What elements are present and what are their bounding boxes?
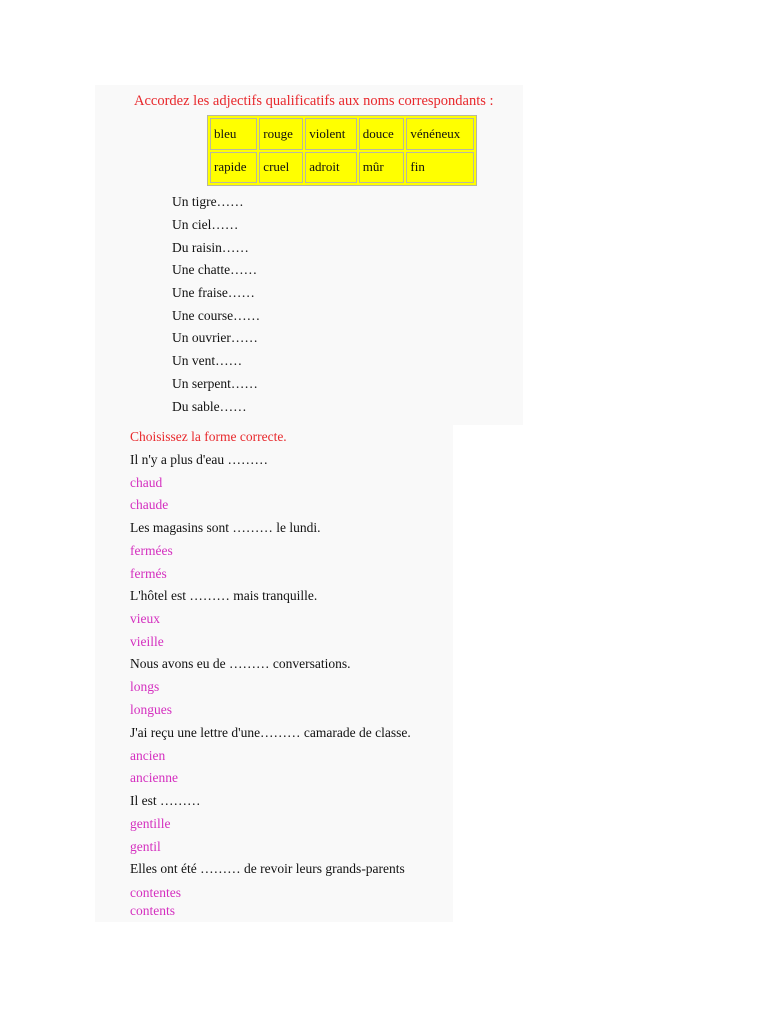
- noun-item: Du raisin……: [172, 240, 249, 255]
- adjective-row: [210, 152, 474, 184]
- answer-option: fermés: [130, 566, 167, 581]
- noun-item: Une fraise……: [172, 285, 255, 300]
- adjective-table: [207, 115, 477, 186]
- exercise2-title: Choisissez la forme correcte.: [130, 429, 287, 444]
- question-sentence: Il est ………: [130, 793, 201, 808]
- answer-option: longs: [130, 679, 160, 694]
- question-sentence: L'hôtel est ……… mais tranquille.: [130, 588, 318, 603]
- adjective-cell: adroit: [305, 152, 357, 184]
- answer-option: fermées: [130, 543, 173, 558]
- question-sentence: Elles ont été ……… de revoir leurs grands-parents: [130, 861, 405, 876]
- answer-option: chaude: [130, 497, 169, 512]
- noun-item: Un tigre……: [172, 194, 244, 209]
- adjective-cell: vénéneux: [406, 118, 474, 150]
- answer-option: vieux: [130, 611, 160, 626]
- answer-option: ancienne: [130, 770, 178, 785]
- noun-item: Une chatte……: [172, 262, 258, 277]
- noun-item: Une course……: [172, 308, 261, 323]
- adjective-cell: rapide: [210, 152, 257, 184]
- noun-item: Du sable……: [172, 399, 247, 414]
- answer-option: ancien: [130, 748, 166, 763]
- answer-option: longues: [130, 702, 172, 717]
- answer-option: contentes: [130, 885, 181, 900]
- answer-option: chaud: [130, 475, 163, 490]
- answer-option: vieille: [130, 634, 164, 649]
- adjective-cell: douce: [359, 118, 405, 150]
- noun-item: Un ouvrier……: [172, 330, 258, 345]
- noun-item: Un ciel……: [172, 217, 239, 232]
- answer-option: gentil: [130, 839, 161, 854]
- adjective-row: [210, 118, 474, 150]
- question-sentence: Les magasins sont ……… le lundi.: [130, 520, 321, 535]
- noun-item: Un serpent……: [172, 376, 258, 391]
- adjective-cell: rouge: [259, 118, 303, 150]
- adjective-cell: bleu: [210, 118, 257, 150]
- question-sentence: J'ai reçu une lettre d'une……… camarade de classe.: [130, 725, 411, 740]
- question-sentence: Il n'y a plus d'eau ………: [130, 452, 268, 467]
- adjective-cell: violent: [305, 118, 357, 150]
- exercise1-title: Accordez les adjectifs qualificatifs aux noms correspondants :: [134, 93, 494, 109]
- question-sentence: Nous avons eu de ……… conversations.: [130, 656, 351, 671]
- adjective-cell: fin: [406, 152, 474, 184]
- noun-item: Un vent……: [172, 353, 243, 368]
- adjective-cell: cruel: [259, 152, 303, 184]
- answer-option: gentille: [130, 816, 171, 831]
- adjective-cell: mûr: [359, 152, 405, 184]
- answer-option: contents: [130, 903, 175, 918]
